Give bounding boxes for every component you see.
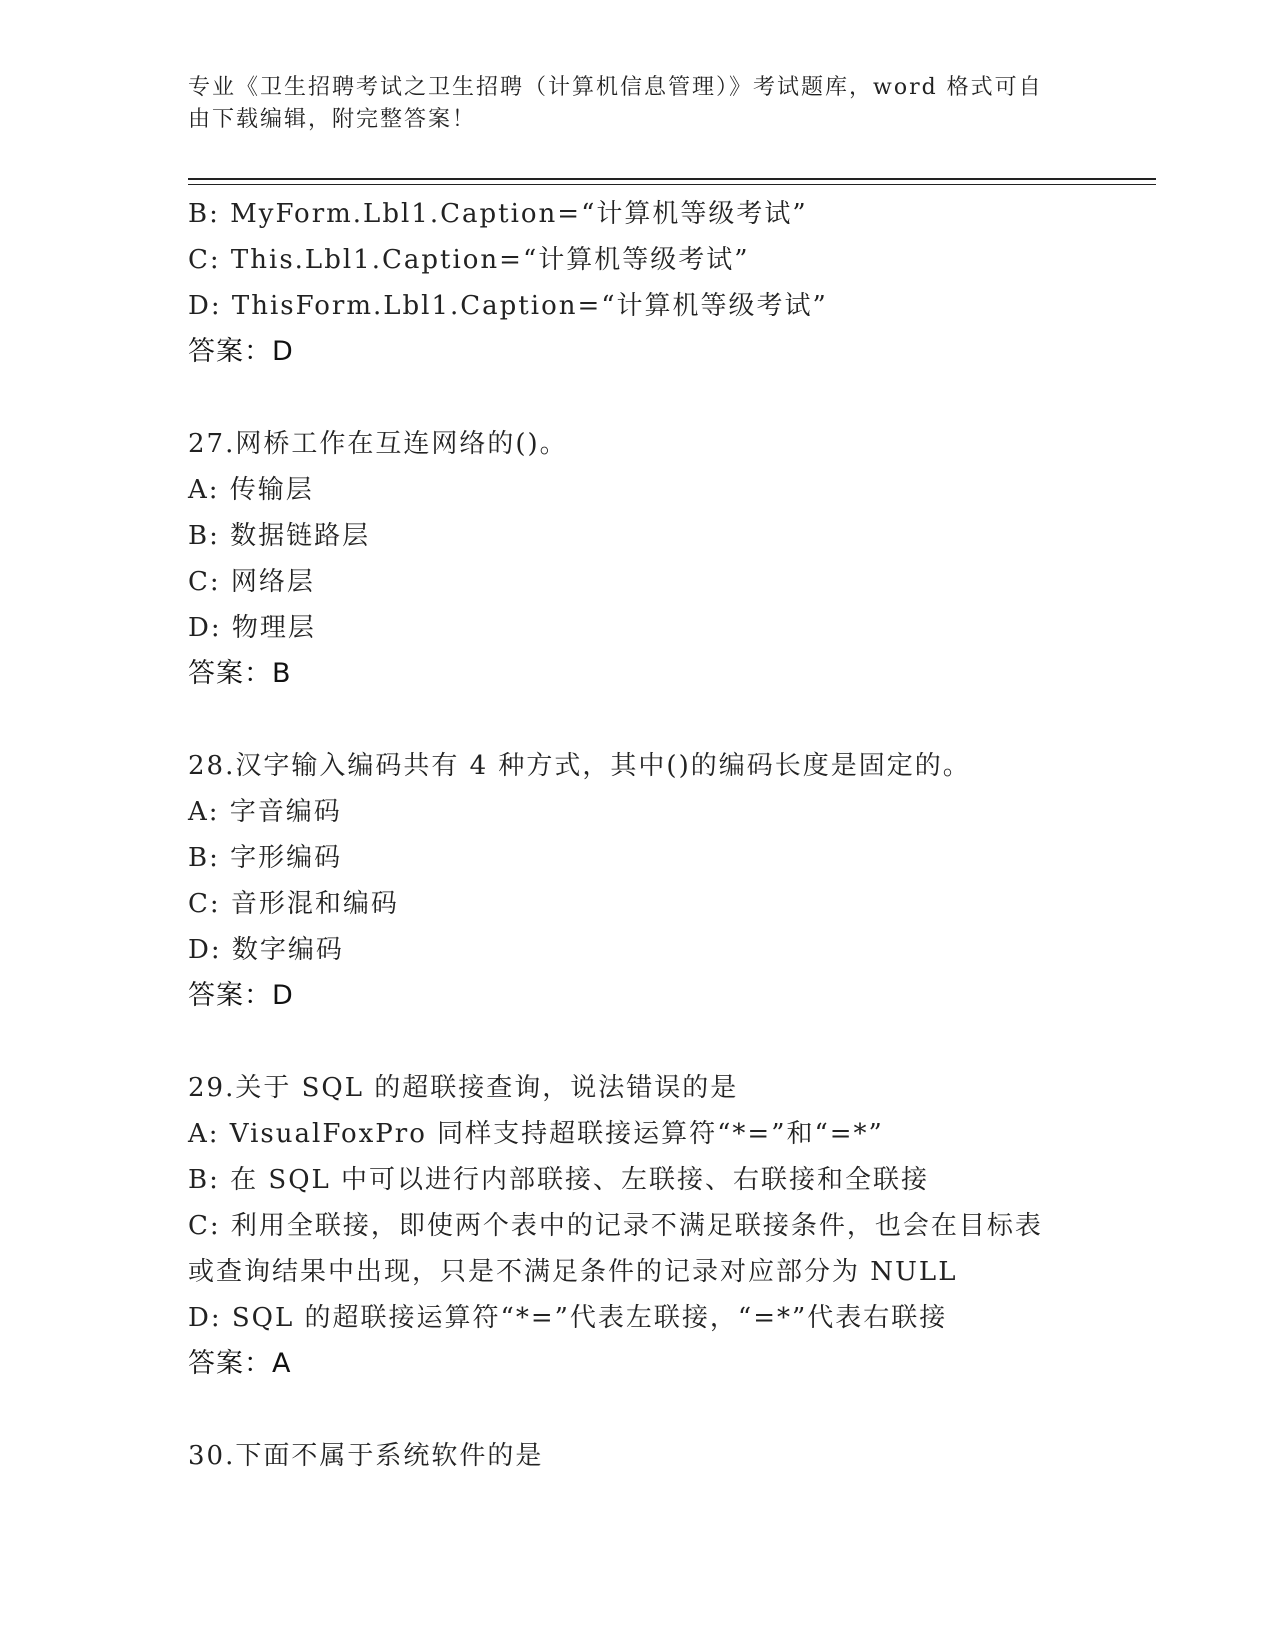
option-c: C: This.Lbl1.Caption=“计算机等级考试” (188, 245, 750, 275)
option-d: D: 数字编码 (188, 935, 344, 965)
option-a: A: VisualFoxPro 同样支持超联接运算符“*=”和“=*” (188, 1119, 884, 1149)
answer-line: 答案：A (188, 1348, 292, 1379)
question-text: 28.汉字输入编码共有 4 种方式，其中()的编码长度是固定的。 (188, 751, 971, 781)
option-c: C: 音形混和编码 (188, 889, 399, 919)
header-divider-thin (188, 184, 1156, 185)
question-text: 30.下面不属于系统软件的是 (188, 1441, 544, 1471)
question-26-continued (188, 191, 1088, 375)
header-line-2: 由下载编辑，附完整答案！ (188, 107, 477, 132)
question-text: 27.网桥工作在互连网络的()。 (188, 429, 568, 459)
header-divider-thick (188, 178, 1156, 180)
option-b: B: MyForm.Lbl1.Caption=“计算机等级考试” (188, 199, 808, 229)
document-header (188, 72, 1068, 136)
option-d: D: SQL 的超联接运算符“*=”代表左联接，“=*”代表右联接 (188, 1303, 948, 1333)
question-28 (188, 743, 1088, 1019)
spacer (188, 697, 1088, 743)
option-c-continued: 或查询结果中出现，只是不满足条件的记录对应部分为 NULL (188, 1257, 958, 1287)
spacer (188, 375, 1088, 421)
answer-line: 答案：B (188, 658, 292, 689)
option-c: C: 网络层 (188, 567, 315, 597)
option-c: C: 利用全联接，即使两个表中的记录不满足联接条件，也会在目标表 (188, 1211, 1043, 1241)
spacer (188, 1387, 1088, 1433)
question-29 (188, 1065, 1088, 1387)
option-d: D: ThisForm.Lbl1.Caption=“计算机等级考试” (188, 291, 828, 321)
spacer (188, 1019, 1088, 1065)
header-line-1: 专业《卫生招聘考试之卫生招聘（计算机信息管理）》考试题库，word 格式可自 (188, 75, 1043, 100)
option-b: B: 字形编码 (188, 843, 343, 873)
answer-line: 答案：D (188, 336, 294, 367)
question-text: 29.关于 SQL 的超联接查询，说法错误的是 (188, 1073, 739, 1103)
question-27 (188, 421, 1088, 697)
option-b: B: 数据链路层 (188, 521, 371, 551)
answer-line: 答案：D (188, 980, 294, 1011)
option-d: D: 物理层 (188, 613, 316, 643)
question-list (188, 191, 1088, 1479)
option-a: A: 传输层 (188, 475, 314, 505)
option-a: A: 字音编码 (188, 797, 342, 827)
option-b: B: 在 SQL 中可以进行内部联接、左联接、右联接和全联接 (188, 1165, 930, 1195)
question-30 (188, 1433, 1088, 1479)
